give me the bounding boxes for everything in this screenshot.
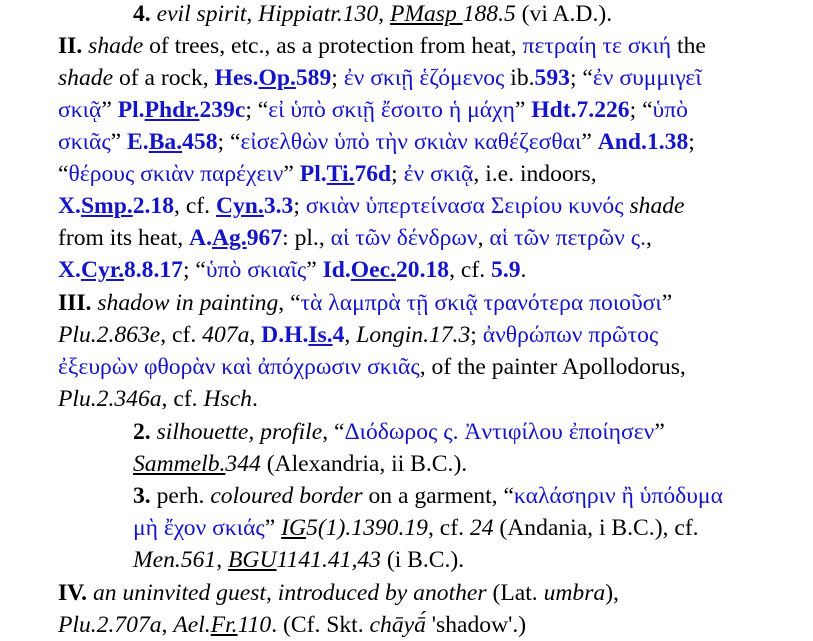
entry-text: ; “ bbox=[182, 257, 206, 283]
entry-text: , bbox=[161, 612, 174, 638]
citation-link[interactable]: Phdr. bbox=[144, 97, 200, 123]
entry-line bbox=[133, 544, 464, 576]
entry-text: shade bbox=[58, 65, 114, 91]
entry-line bbox=[58, 287, 672, 319]
entry-text: evil spirit, Hippiatr.130, bbox=[156, 1, 390, 27]
citation-link[interactable]: X. bbox=[58, 257, 81, 283]
entry-text: ” bbox=[514, 97, 532, 123]
entry-text: 407a bbox=[202, 322, 250, 348]
citation-link[interactable]: Pl. bbox=[117, 97, 145, 123]
entry-text: , cf. bbox=[161, 386, 204, 412]
entry-text: ” bbox=[306, 257, 323, 283]
entry-text: , cf. bbox=[174, 193, 216, 219]
entry-text[interactable]: PMasp bbox=[389, 1, 463, 27]
entry-text: 3. bbox=[133, 483, 151, 509]
entry-text: ib. bbox=[504, 65, 535, 91]
entry-text: chāyā́ bbox=[369, 612, 426, 638]
citation-link[interactable]: X. bbox=[58, 193, 81, 219]
citation-link[interactable]: And.1.38 bbox=[597, 129, 689, 155]
entry-text: Hsch bbox=[203, 386, 252, 412]
greek-quote: καλάσηριν ἢ ὑπόδυμα bbox=[513, 483, 723, 509]
entry-line bbox=[58, 222, 652, 254]
citation-link[interactable]: 967 bbox=[246, 225, 283, 251]
entry-text: of a rock, bbox=[113, 65, 215, 91]
entry-text: ; “ bbox=[217, 129, 241, 155]
entry-line bbox=[58, 62, 702, 94]
citation-link[interactable]: Hes. bbox=[214, 65, 259, 91]
entry-text: ” bbox=[661, 290, 673, 316]
entry-text: , cf. bbox=[449, 257, 492, 283]
entry-text: (vi A.D.). bbox=[515, 1, 613, 27]
entry-line bbox=[58, 383, 258, 415]
entry-text: , bbox=[249, 322, 262, 348]
entry-line bbox=[58, 577, 619, 609]
citation-link[interactable]: Cyn. bbox=[215, 193, 264, 219]
entry-text: , cf. bbox=[160, 322, 203, 348]
entry-text: , bbox=[646, 225, 652, 251]
entry-text: “ bbox=[58, 161, 69, 187]
citation-link[interactable]: 8.8.17 bbox=[123, 257, 183, 283]
entry-text: , of the painter Apollodorus, bbox=[419, 354, 686, 380]
entry-text: 'shadow'.) bbox=[425, 612, 527, 638]
entry-line bbox=[58, 94, 688, 126]
entry-line bbox=[133, 480, 723, 512]
entry-text[interactable]: Sammelb. bbox=[133, 451, 226, 477]
citation-link[interactable]: Oec. bbox=[350, 257, 396, 283]
citation-link[interactable]: Pl. bbox=[299, 161, 327, 187]
entry-text: , cf. bbox=[427, 515, 470, 541]
citation-link[interactable]: 458 bbox=[182, 129, 218, 155]
greek-quote: εἰσελθὼν ὑπὸ τὴν σκιὰν καθέζεσθαι bbox=[240, 129, 582, 155]
entry-text: an uninvited guest, introduced by another bbox=[92, 580, 487, 606]
greek-quote: ὑπὸ bbox=[652, 97, 688, 123]
entry-line bbox=[58, 190, 685, 222]
entry-text: ; “ bbox=[245, 97, 269, 123]
entry-text: Men.561 bbox=[133, 547, 217, 573]
entry-text: the bbox=[671, 33, 706, 59]
entry-line bbox=[58, 30, 706, 62]
entry-text: shade bbox=[629, 193, 685, 219]
greek-quote: ἐξευρὼν φθορὰν καὶ ἀπόχρωσιν σκιᾶς bbox=[58, 354, 420, 380]
citation-link[interactable]: Ag. bbox=[211, 225, 247, 251]
citation-link[interactable]: 5.9 bbox=[491, 257, 521, 283]
entry-text: 4. bbox=[133, 1, 151, 27]
entry-text: ; bbox=[331, 65, 344, 91]
entry-text: , “ bbox=[278, 290, 301, 316]
entry-text: ; bbox=[470, 322, 483, 348]
citation-link[interactable]: 239c bbox=[199, 97, 246, 123]
entry-line bbox=[58, 158, 597, 190]
entry-text: ” bbox=[283, 161, 300, 187]
greek-quote: σκιᾶς bbox=[58, 129, 111, 155]
greek-quote: θέρους σκιὰν παρέχειν bbox=[68, 161, 284, 187]
citation-link[interactable]: 2.18 bbox=[132, 193, 175, 219]
entry-text: Plu.2.346a bbox=[58, 386, 162, 412]
entry-line bbox=[133, 512, 699, 544]
entry-text: . bbox=[520, 257, 527, 283]
greek-quote: ἀνθρώπων πρῶτος bbox=[482, 322, 659, 348]
entry-text: from its heat, bbox=[58, 225, 190, 251]
entry-text: 24 bbox=[469, 515, 494, 541]
entry-text: of trees, etc., as a protection from heat, bbox=[143, 33, 523, 59]
entry-text: : pl., bbox=[282, 225, 331, 251]
entry-text: (i B.C.). bbox=[380, 547, 465, 573]
greek-quote: τὰ λαμπρὰ τῇ σκιᾷ τρανότερα ποιοῦσι bbox=[300, 290, 662, 316]
entry-text: 344 bbox=[225, 451, 261, 477]
citation-link[interactable]: Hdt.7.226 bbox=[531, 97, 630, 123]
greek-quote: σκιᾷ bbox=[58, 97, 102, 123]
citation-link[interactable]: Id. bbox=[322, 257, 351, 283]
greek-quote: πετραίη τε σκιή bbox=[522, 33, 672, 59]
greek-quote: εἰ ὑπὸ σκιῇ ἔσοιτο ἡ μάχη bbox=[268, 97, 515, 123]
entry-text: , bbox=[477, 225, 490, 251]
greek-quote: ἐν συμμιγεῖ bbox=[592, 65, 702, 91]
entry-text: , bbox=[216, 547, 229, 573]
entry-text[interactable]: IG bbox=[281, 515, 307, 541]
entry-text: 5(1).1390.19 bbox=[306, 515, 428, 541]
entry-line bbox=[58, 126, 695, 158]
entry-text: ; bbox=[391, 161, 404, 187]
entry-text: 1141.41,43 bbox=[276, 547, 381, 573]
citation-link[interactable]: 3.3 bbox=[263, 193, 294, 219]
entry-line bbox=[133, 416, 665, 448]
entry-text: , i.e. indoors, bbox=[473, 161, 597, 187]
greek-quote: Διόδωρος ς. Ἀντιφίλου ἐποίησεν bbox=[344, 419, 655, 445]
citation-link[interactable]: Cyr. bbox=[80, 257, 124, 283]
citation-link[interactable]: 593 bbox=[534, 65, 570, 91]
entry-text: ” bbox=[101, 97, 118, 123]
entry-text: coloured border bbox=[210, 483, 363, 509]
greek-quote: αἱ τῶν δένδρων bbox=[330, 225, 478, 251]
entry-text[interactable]: Fr. bbox=[210, 612, 238, 638]
citation-link[interactable]: Is. bbox=[308, 322, 333, 348]
entry-text: ” bbox=[264, 515, 282, 541]
citation-link[interactable]: Op. bbox=[258, 65, 296, 91]
entry-text: , bbox=[344, 322, 357, 348]
entry-text: (Alexandria, ii B.C.). bbox=[260, 451, 468, 477]
entry-text: silhouette, profile bbox=[156, 419, 323, 445]
entry-line bbox=[58, 609, 526, 641]
greek-quote: ὑπὸ σκιαῖς bbox=[205, 257, 307, 283]
entry-text: . bbox=[251, 386, 258, 412]
entry-text: 2. bbox=[133, 419, 151, 445]
greek-quote: αἱ τῶν πετρῶν ς. bbox=[489, 225, 646, 251]
entry-text: 110 bbox=[237, 612, 272, 638]
entry-line bbox=[58, 319, 658, 351]
greek-quote: ἐν σκιᾷ bbox=[403, 161, 474, 187]
citation-link[interactable]: A. bbox=[189, 225, 212, 251]
citation-link[interactable]: 589 bbox=[295, 65, 332, 91]
citation-link[interactable]: Ba. bbox=[148, 129, 183, 155]
entry-text[interactable]: BGU bbox=[228, 547, 277, 573]
entry-text: 188.5 bbox=[462, 1, 516, 27]
entry-text: ; “ bbox=[629, 97, 653, 123]
entry-text: on a garment, “ bbox=[362, 483, 514, 509]
entry-text: Longin.17.3 bbox=[356, 322, 471, 348]
entry-text: ), bbox=[605, 580, 619, 606]
entry-text: , “ bbox=[322, 419, 345, 445]
entry-text: . (Cf. Skt. bbox=[271, 612, 370, 638]
citation-link[interactable]: D.H. bbox=[261, 322, 309, 348]
greek-quote: ἐν σκιῇ ἑζόμενος bbox=[343, 65, 505, 91]
entry-text: ” bbox=[581, 129, 598, 155]
entry-line bbox=[133, 0, 612, 30]
entry-text: III. bbox=[58, 290, 92, 316]
entry-line bbox=[58, 254, 526, 286]
entry-text: IV. bbox=[58, 580, 88, 606]
greek-quote: μὴ ἔχον σκιάς bbox=[133, 515, 265, 541]
citation-link[interactable]: Ti. bbox=[326, 161, 355, 187]
entry-text: Plu.2.863e bbox=[58, 322, 161, 348]
entry-text: ” bbox=[654, 419, 665, 445]
entry-text: shadow in painting bbox=[97, 290, 279, 316]
entry-text: perh. bbox=[150, 483, 211, 509]
entry-text: ; bbox=[293, 193, 306, 219]
citation-link[interactable]: 20.18 bbox=[395, 257, 450, 283]
greek-quote: σκιὰν ὑπερτείνασα Σειρίου κυνός bbox=[305, 193, 624, 219]
entry-text: Plu.2.707a bbox=[58, 612, 162, 638]
entry-text: Ael. bbox=[173, 612, 211, 638]
citation-link[interactable]: 4 bbox=[332, 322, 345, 348]
entry-line bbox=[133, 448, 467, 480]
entry-text: (Andania, i B.C.), cf. bbox=[493, 515, 699, 541]
citation-link[interactable]: Smp. bbox=[80, 193, 133, 219]
entry-text: ; “ bbox=[569, 65, 593, 91]
entry-text: umbra bbox=[543, 580, 606, 606]
entry-text: shade bbox=[88, 33, 144, 59]
citation-link[interactable]: E. bbox=[127, 129, 149, 155]
entry-line bbox=[58, 351, 686, 383]
citation-link[interactable]: 76d bbox=[354, 161, 392, 187]
entry-text: II. bbox=[58, 33, 83, 59]
entry-text: ; bbox=[688, 129, 695, 155]
entry-text: ” bbox=[110, 129, 128, 155]
entry-text: (Lat. bbox=[486, 580, 544, 606]
